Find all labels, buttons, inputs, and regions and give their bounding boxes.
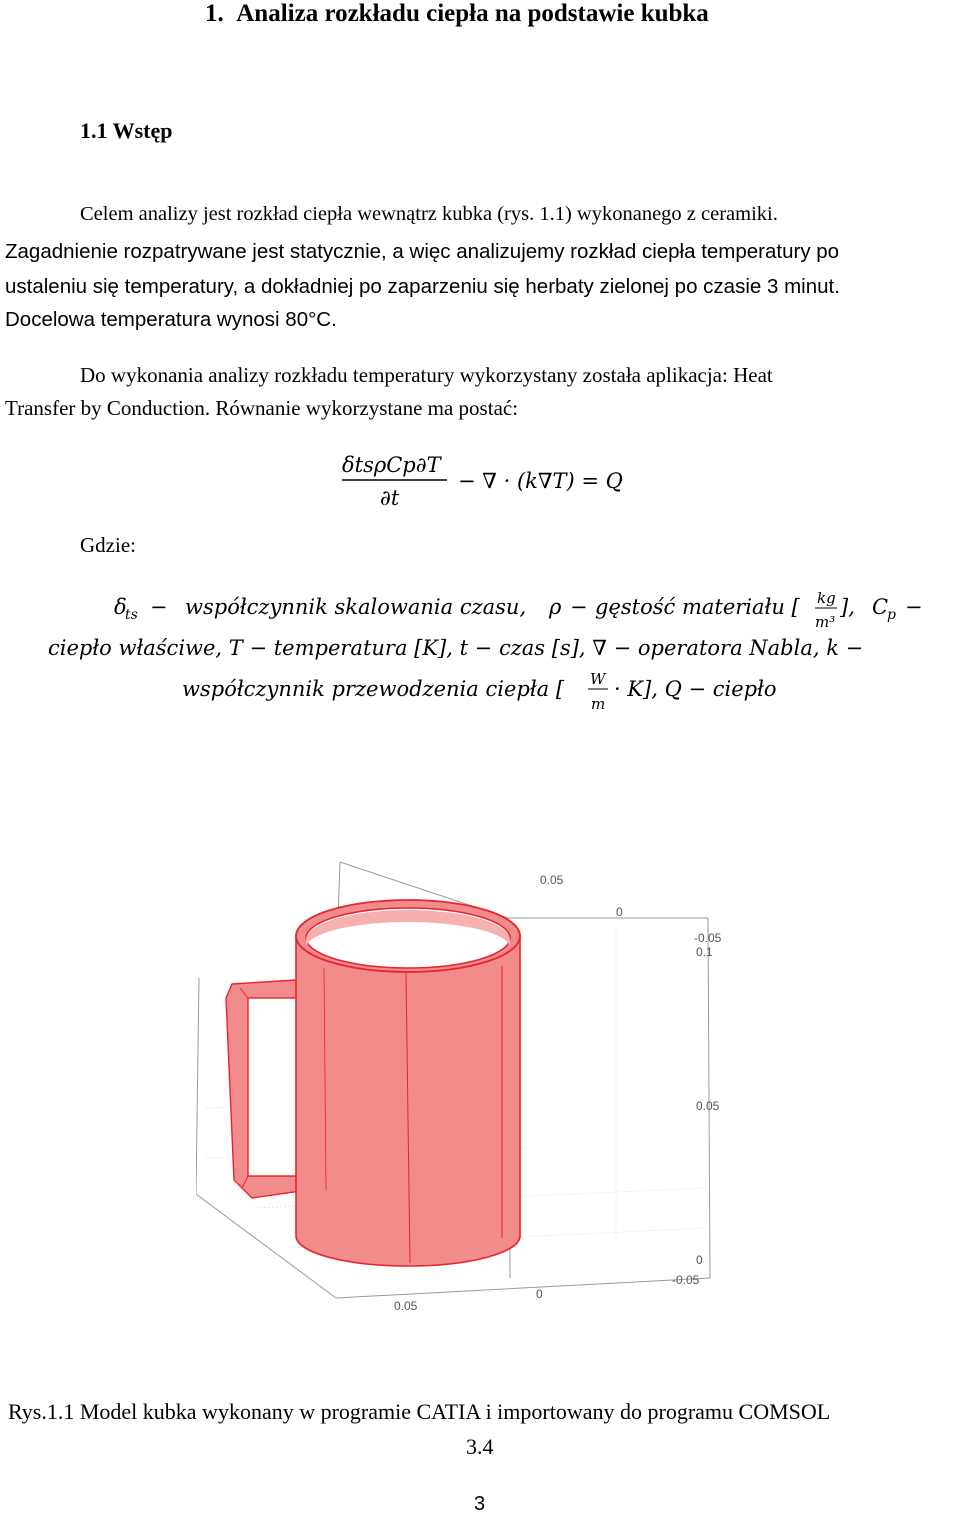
definitions-line1 [114, 589, 923, 631]
svg-text:współczynnik skalowania czasu,: współczynnik skalowania czasu, [185, 595, 527, 619]
svg-text:C: C [872, 595, 889, 619]
heat-equation [342, 453, 623, 510]
tick-label: 0.05 [696, 1099, 720, 1113]
paragraph1-line2: Zagadnienie rozpatrywane jest statycznie, a więc analizujemy rozkład ciepła temperatury po [5, 240, 840, 263]
tick-label: 0.05 [394, 1299, 418, 1313]
mug-body [296, 900, 520, 1266]
definitions-line3 [182, 670, 777, 713]
svg-text:· K], Q − ciepło: · K], Q − ciepło [614, 677, 777, 701]
svg-text:m³: m³ [815, 613, 836, 631]
tick-label: -0.05 [694, 931, 722, 945]
section-title: Analiza rozkładu ciepła na podstawie kubka [236, 0, 709, 27]
svg-text:δ: δ [114, 595, 127, 619]
paragraph1-line4: Docelowa temperatura wynosi 80°C. [5, 308, 337, 331]
mug-model-figure [196, 858, 736, 1318]
svg-text:m: m [591, 695, 606, 713]
paragraph2-line2: Transfer by Conduction. Równanie wykorzystane ma postać: [5, 396, 519, 420]
where-label: Gdzie: [80, 533, 136, 557]
equation-denominator: ∂t [380, 486, 400, 510]
svg-text:W: W [590, 670, 606, 688]
figure-caption: Rys.1.1 Model kubka wykonany w programie CATIA i importowany do programu COMSOL [8, 1399, 831, 1424]
svg-text:gęstość materiału [: gęstość materiału [ [595, 595, 800, 619]
page-number: 3 [474, 1493, 486, 1515]
paragraph2-line1: Do wykonania analizy rozkładu temperatury wykorzystany została aplikacja: Heat [80, 363, 773, 387]
subsection-heading: 1.1 Wstęp [80, 118, 173, 143]
paragraph1-line3: ustaleniu się temperatury, a dokładniej po zaparzeniu się herbaty zielonej po czasie 3 minut. [5, 275, 840, 298]
paragraph1-line1: Celem analizy jest rozkład ciepła wewnątrz kubka (rys. 1.1) wykonanego z ceramiki. [80, 203, 778, 225]
tick-label: 0 [536, 1287, 543, 1301]
section-number: 1. [205, 0, 224, 27]
definitions-line2: ciepło właściwe, T − temperatura [K], t − czas [s], ∇ − operatora Nabla, k − [48, 636, 864, 660]
svg-text:ρ: ρ [549, 595, 562, 619]
tick-label: 0.05 [540, 873, 564, 887]
svg-text:ts: ts [125, 607, 138, 623]
svg-text:−: − [570, 595, 588, 619]
tick-label: -0.05 [672, 1273, 700, 1287]
svg-text:p: p [887, 607, 896, 623]
svg-text:współczynnik przewodzenia ciep: współczynnik przewodzenia ciepła [ [182, 677, 565, 701]
figure-caption-line2: 3.4 [466, 1434, 494, 1459]
tick-label: 0.1 [696, 945, 713, 959]
svg-text:−: − [150, 595, 168, 619]
svg-text:kg: kg [817, 589, 836, 607]
svg-text:−: − [905, 595, 923, 619]
equation-numerator: δtsρCp∂T [342, 453, 441, 477]
tick-label: 0 [696, 1253, 703, 1267]
equation-rhs: − ∇ · (k∇T) = Q [458, 469, 623, 493]
tick-label: 0 [616, 905, 623, 919]
svg-text:],: ], [840, 595, 855, 619]
